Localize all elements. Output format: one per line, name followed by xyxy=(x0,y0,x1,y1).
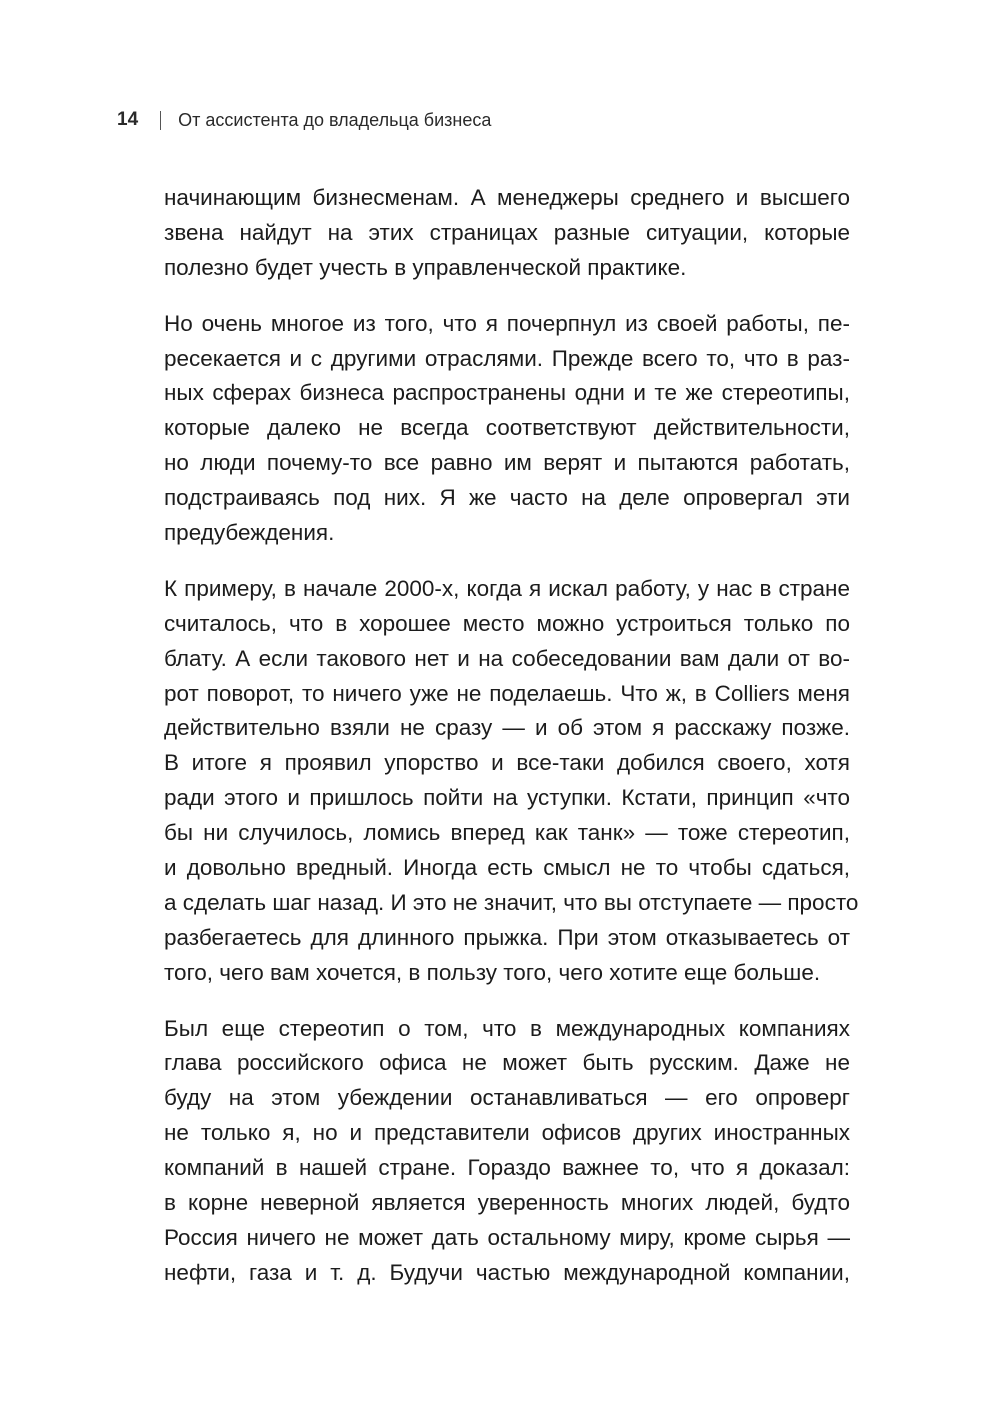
running-header xyxy=(117,106,491,134)
text-line: блату. А если такового нет и на собеседовании вам дали от во- xyxy=(164,645,850,671)
text-line: предубеждения. xyxy=(164,520,335,546)
text-line: звена найдут на этих страницах разные ситуации, которые xyxy=(164,219,850,245)
text-line: Россия ничего не может дать остальному миру, кроме сырья — xyxy=(164,1224,850,1250)
header-divider xyxy=(160,111,161,130)
text-line: того, чего вам хочется, в пользу того, чего хотите еще больше. xyxy=(164,959,821,985)
text-line: ресекается и с другими отраслями. Прежде всего то, что в раз- xyxy=(164,345,850,371)
text-line: действительно взяли не сразу — и об этом я расскажу позже. xyxy=(164,715,850,741)
text-line: считалось, что в хорошее место можно устроиться только по xyxy=(164,610,850,636)
text-line: ради этого и пришлось пойти на уступки. Кстати, принцип «что xyxy=(164,785,850,811)
text-line: глава российского офиса не может быть русским. Даже не xyxy=(164,1050,850,1076)
text-line: буду на этом убеждении останавливаться — его опроверг xyxy=(164,1085,850,1111)
text-line: ных сферах бизнеса распространены одни и те же стереотипы, xyxy=(164,380,850,406)
body-text xyxy=(164,181,859,1291)
text-line: а сделать шаг назад. И это не значит, что вы отступаете — просто xyxy=(164,889,859,915)
running-title: От ассистента до владельца бизнеса xyxy=(178,109,492,130)
text-line: В итоге я проявил упорство и все-таки добился своего, хотя xyxy=(164,750,850,776)
text-line: бы ни случилось, ломись вперед как танк» — тоже стереотип, xyxy=(164,820,850,846)
text-line: полезно будет учесть в управленческой практике. xyxy=(164,254,687,280)
text-line: разбегаетесь для длинного прыжка. При этом отказываетесь от xyxy=(164,924,850,950)
text-line: нефти, газа и т. д. Будучи частью международной компании, xyxy=(164,1259,850,1285)
paragraph-3 xyxy=(164,572,859,991)
text-line: рот поворот, то ничего уже не поделаешь. Что ж, в Colliers меня xyxy=(164,680,850,706)
text-line: подстраиваясь под них. Я же часто на деле опровергал эти xyxy=(164,485,850,511)
text-line: К примеру, в начале 2000-х, когда я искал работу, у нас в стране xyxy=(164,575,850,601)
paragraph-2 xyxy=(164,307,850,551)
text-line: Но очень многое из того, что я почерпнул из своей работы, пе- xyxy=(164,310,850,336)
text-line: не только я, но и представители офисов других иностранных xyxy=(164,1120,850,1146)
text-line: в корне неверной является уверенность многих людей, будто xyxy=(164,1190,850,1216)
text-line: начинающим бизнесменам. А менеджеры среднего и высшего xyxy=(164,185,850,210)
text-line: компаний в нашей стране. Гораздо важнее то, что я доказал: xyxy=(164,1155,850,1181)
text-line: которые далеко не всегда соответствуют действительности, xyxy=(164,415,850,441)
paragraph-1 xyxy=(164,181,850,286)
page-number: 14 xyxy=(117,109,139,130)
paragraph-4 xyxy=(164,1012,850,1291)
text-line: но люди почему-то все равно им верят и пытаются работать, xyxy=(164,450,850,476)
text-line: Был еще стереотип о том, что в международных компаниях xyxy=(164,1015,850,1041)
text-line: и довольно вредный. Иногда есть смысл не то чтобы сдаться, xyxy=(164,855,850,881)
